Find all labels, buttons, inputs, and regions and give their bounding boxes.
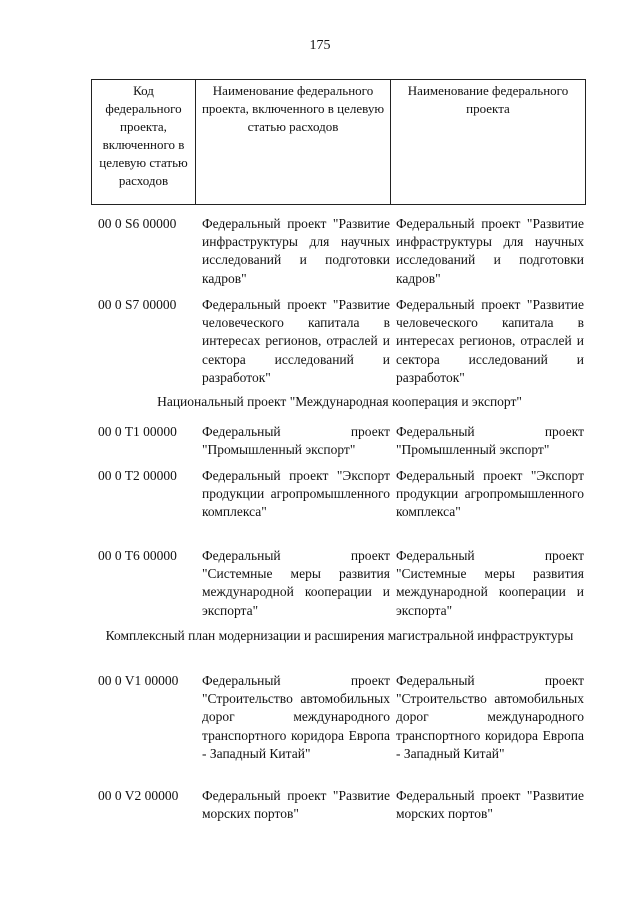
row-project-in-article: Федеральный проект "Развитие морских портов" — [202, 788, 390, 822]
row-code: 00 0 V1 00000 — [98, 673, 179, 688]
section-heading: Национальный проект "Международная кооперация и экспорт" — [157, 394, 522, 409]
row-code: 00 0 V2 00000 — [98, 788, 179, 803]
row-project-name: Федеральный проект "Экспорт продукции агропромышленного комплекса" — [396, 468, 584, 520]
table-header — [91, 79, 586, 205]
row-code: 00 0 S6 00000 — [98, 216, 177, 231]
page-number: 175 — [309, 38, 331, 53]
row-project-in-article: Федеральный проект "Развитие инфраструктуры для научных исследований и подготовки кадров" — [202, 216, 390, 286]
row-code: 00 0 T6 00000 — [98, 548, 177, 563]
header-project-name: Наименование федерального проекта — [391, 80, 586, 205]
row-project-name: Федеральный проект "Развитие инфраструктуры для научных исследований и подготовки кадров" — [396, 216, 584, 286]
row-project-in-article: Федеральный проект "Промышленный экспорт" — [202, 424, 390, 458]
header-project-in-article: Наименование федерального проекта, включенного в целевую статью расходов — [196, 80, 391, 205]
row-project-name: Федеральный проект "Строительство автомобильных дорог международного транспортного коридора Европа - Западный Китай" — [396, 673, 584, 761]
row-code: 00 0 S7 00000 — [98, 297, 177, 312]
row-project-in-article: Федеральный проект "Системные меры развития международной кооперации и экспорта" — [202, 548, 390, 618]
row-code: 00 0 T2 00000 — [98, 468, 177, 483]
row-project-name: Федеральный проект "Промышленный экспорт" — [396, 424, 584, 458]
row-code: 00 0 T1 00000 — [98, 424, 177, 439]
row-project-in-article: Федеральный проект "Экспорт продукции агропромышленного комплекса" — [202, 468, 390, 520]
row-project-name: Федеральный проект "Системные меры развития международной кооперации и экспорта" — [396, 548, 584, 618]
section-heading: Комплексный план модернизации и расширения магистральной инфраструктуры — [105, 628, 574, 643]
row-project-name: Федеральный проект "Развитие морских портов" — [396, 788, 584, 822]
header-code: Код федерального проекта, включенного в целевую статью расходов — [92, 80, 196, 205]
row-project-in-article: Федеральный проект "Строительство автомобильных дорог международного транспортного коридора Европа - Западный Китай" — [202, 673, 390, 761]
row-project-name: Федеральный проект "Развитие человеческого капитала в интересах регионов, отраслей и сектора исследований и разработок" — [396, 297, 584, 385]
row-project-in-article: Федеральный проект "Развитие человеческого капитала в интересах регионов, отраслей и сектора исследований и разработок" — [202, 297, 390, 385]
